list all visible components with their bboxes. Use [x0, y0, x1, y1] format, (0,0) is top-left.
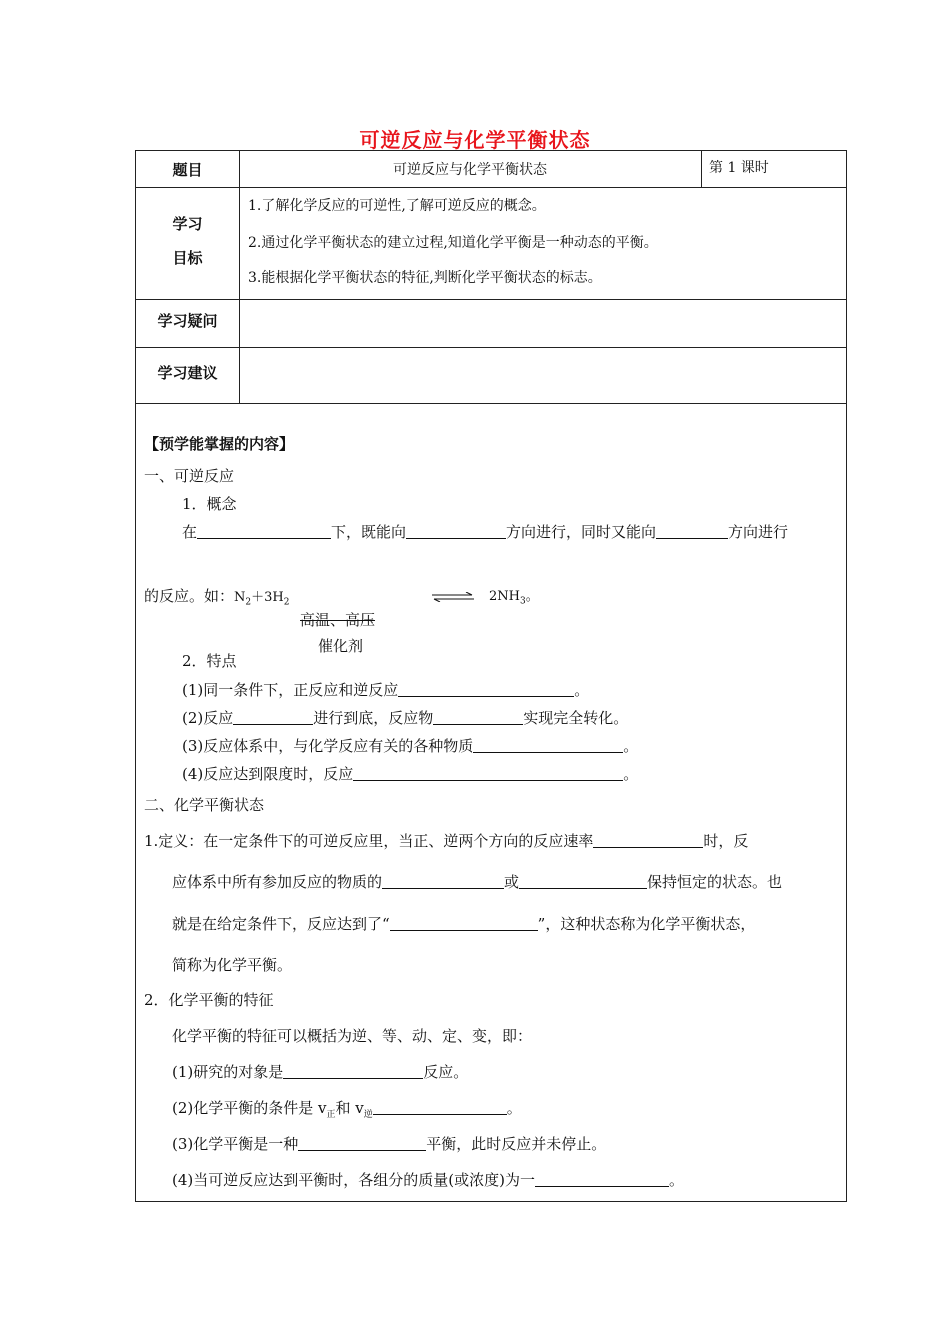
feature-2-text-b: 进行到底，反应物: [313, 709, 434, 727]
characteristic-4-text: (4)当可逆反应达到平衡时，各组分的质量(或浓度)为一: [172, 1171, 535, 1189]
characteristic-3-text: (3)化学平衡是一种: [172, 1135, 299, 1153]
eq-plus-h2: ＋3H: [251, 590, 284, 605]
answer-blank[interactable]: [519, 873, 647, 889]
characteristic-2-end: 。: [506, 1099, 522, 1117]
concept-text-e: 的反应。如：: [144, 587, 235, 605]
answer-blank[interactable]: [406, 523, 506, 539]
concept-text-b: 下，既能向: [331, 523, 407, 541]
goals-label-line2: 目标: [172, 249, 203, 267]
answer-blank[interactable]: [593, 832, 703, 848]
definition-line-2: [172, 871, 782, 892]
answer-blank[interactable]: [398, 681, 574, 697]
characteristic-4-end: 。: [668, 1171, 684, 1189]
answer-blank[interactable]: [656, 523, 728, 539]
characteristics-heading: 2．化学平衡的特征: [144, 991, 274, 1009]
velocity-subscript: 正: [326, 1110, 336, 1120]
feature-4-text: (4)反应达到限度时，反应: [182, 765, 354, 783]
characteristic-3-end: 平衡，此时反应并未停止。: [426, 1135, 607, 1153]
characteristic-2: [172, 1097, 522, 1120]
definition-line-3: [172, 913, 755, 934]
answer-blank[interactable]: [353, 765, 623, 781]
feature-4-end: 。: [623, 765, 639, 783]
column-divider: [701, 151, 702, 187]
answer-blank[interactable]: [535, 1171, 669, 1187]
eq-subscript: 2: [245, 597, 252, 608]
row-divider: [136, 187, 846, 188]
section-heading-reversible: 一、可逆反应: [144, 467, 235, 485]
definition-text-g: ”，这种状态称为化学平衡状态，: [537, 915, 756, 933]
feature-2-text-a: (2)反应: [182, 709, 234, 727]
definition-line-1: [144, 830, 748, 851]
characteristics-intro: 化学平衡的特征可以概括为逆、等、动、定、变，即：: [172, 1027, 533, 1045]
goal-item: 2.通过化学平衡状态的建立过程,知道化学平衡是一种动态的平衡。: [248, 235, 658, 251]
definition-text-d: 或: [504, 873, 520, 891]
characteristic-1-end: 反应。: [423, 1063, 469, 1081]
concept-text-a: 在: [182, 523, 198, 541]
feature-3-text: (3)反应体系中，与化学反应有关的各种物质: [182, 737, 474, 755]
characteristic-2-text: (2)化学平衡的条件是 v: [172, 1099, 327, 1117]
eq-n2: N: [234, 590, 246, 605]
concept-line-1: [182, 521, 788, 542]
goal-item: 3.能根据化学平衡状态的特征,判断化学平衡状态的标志。: [248, 270, 602, 286]
lesson-number: 第 1 课时: [709, 160, 769, 176]
row-divider: [136, 299, 846, 300]
concept-line-2: [144, 585, 289, 608]
definition-text-a: 1.定义：在一定条件下的可逆反应里，当正、逆两个方向的反应速率: [144, 832, 594, 850]
answer-blank[interactable]: [382, 873, 504, 889]
advice-label: 学习建议: [157, 364, 218, 382]
answer-blank[interactable]: [473, 737, 623, 753]
characteristic-4: [172, 1169, 684, 1190]
answer-blank[interactable]: [233, 709, 313, 725]
eq-nh3: 2NH: [489, 589, 520, 604]
characteristic-1-text: (1)研究的对象是: [172, 1063, 284, 1081]
section-heading-equilibrium: 二、化学平衡状态: [144, 796, 265, 814]
feature-2: [182, 707, 628, 728]
characteristic-2-mid: 和 v: [335, 1099, 364, 1117]
goal-item: 1.了解化学反应的可逆性,了解可逆反应的概念。: [248, 198, 546, 214]
topic-label: 题目: [172, 161, 203, 179]
definition-line-4: 简称为化学平衡。: [172, 956, 293, 974]
feature-3-end: 。: [623, 737, 639, 755]
equation-condition-bottom: 催化剂: [318, 637, 364, 655]
concept-text-c: 方向进行，同时又能向: [506, 523, 657, 541]
topic-value: 可逆反应与化学平衡状态: [393, 162, 547, 178]
definition-text-e: 保持恒定的状态。也: [647, 873, 783, 891]
answer-blank[interactable]: [390, 915, 538, 931]
features-heading: 2．特点: [182, 652, 237, 670]
equation-condition-top: 高温、高压: [300, 611, 376, 629]
answer-blank[interactable]: [197, 523, 331, 539]
velocity-subscript: 逆: [363, 1110, 373, 1120]
row-divider: [136, 403, 846, 404]
equation-product: [489, 585, 539, 607]
equation-reactants: [234, 590, 290, 608]
characteristic-3: [172, 1133, 606, 1154]
concept-heading: 1．概念: [182, 495, 237, 513]
column-divider: [239, 151, 240, 403]
eq-subscript: 2: [283, 597, 290, 608]
definition-text-f: 就是在给定条件下，反应达到了“: [172, 915, 390, 933]
answer-blank[interactable]: [373, 1099, 507, 1115]
questions-label: 学习疑问: [157, 312, 218, 330]
concept-text-d: 方向进行: [728, 523, 789, 541]
answer-blank[interactable]: [298, 1135, 426, 1151]
page-title: 可逆反应与化学平衡状态: [359, 128, 591, 152]
equilibrium-arrow-icon: [430, 592, 476, 602]
definition-text-c: 应体系中所有参加反应的物质的: [172, 873, 383, 891]
eq-period: 。: [525, 589, 539, 604]
feature-1-end: 。: [574, 681, 590, 699]
feature-4: [182, 763, 638, 784]
preview-heading: 【预学能掌握的内容】: [144, 435, 295, 453]
answer-blank[interactable]: [283, 1063, 423, 1079]
worksheet-frame: [135, 150, 847, 1202]
eq-subscript: 3: [519, 596, 526, 607]
definition-text-b: 时，反: [703, 832, 749, 850]
feature-1: [182, 679, 589, 700]
feature-3: [182, 735, 638, 756]
row-divider: [136, 347, 846, 348]
answer-blank[interactable]: [433, 709, 523, 725]
feature-2-text-c: 实现完全转化。: [523, 709, 629, 727]
goals-label-line1: 学习: [172, 215, 203, 233]
feature-1-text: (1)同一条件下，正反应和逆反应: [182, 681, 399, 699]
characteristic-1: [172, 1061, 468, 1082]
